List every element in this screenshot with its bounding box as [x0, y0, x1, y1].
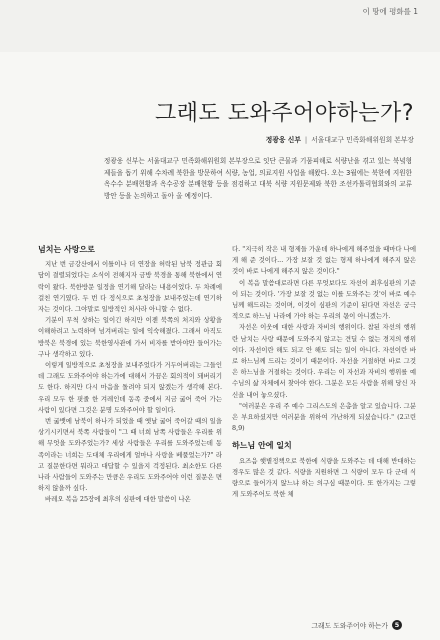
- section-heading-2: 하느님 안에 일치: [232, 441, 292, 451]
- body-paragraph: 기분이 무척 상하는 일이긴 하지만 이젠 북쪽의 처지와 상황을 이해하려고 노력하며 넘겨버리는 일에 익숙해졌다. 그래서 아직도 방북은 북경에 있는 북한영사관에 가서 비자를 받아야만 들어가는구나 생각하고 있다.: [38, 316, 222, 358]
- page-title: 그래도 도와주어야하는가?: [155, 101, 414, 126]
- page-number: 5: [392, 620, 402, 630]
- body-paragraph: 자선은 이웃에 대한 사랑과 자비의 행위이다. 참된 자선의 행위란 남치는 사랑 때문에 도와주지 않고는 견딜 수 없는 경지의 행위이다. 자선이란 해도 되고 안 해도 되는 일이 아니다. 자선이란 바로 하느님께 드리는 것이기 때문이다. 자선을 거절하면 바로 그것은 하느님을 거절하는 것이다. 우리는 이 자선과 자비의 행위를 예수님의 삶 자체에서 찾아야 한다. 그분은 모든 사람을 위해 당신 자신을 내어 놓으셨다.: [232, 323, 416, 399]
- intro-paragraph: 정광웅 신부는 서울대교구 민족화해위원회 본부장으로 잇단 큰물과 기뭄피해로 식량난을 겪고 있는 북녘형제들을 돕기 위해 수차례 북한을 방문하여 식량, 농업, 의료지원 사업을 해왔다. 오는 3월에는 북한에 지원한 옥수수 분배현황과 옥수공장 분배현황 등을 점검하고 대북 식량 지원문제와 북한 조선카톨릭협회와의 교류방안 등을 논의하고 돌아 올 예정이다.: [104, 157, 412, 200]
- body-paragraph: 바레오 복음 25장에 최후의 심판에 대한 말씀이 나온: [45, 495, 191, 504]
- left-column: [38, 244, 222, 616]
- right-column: [232, 244, 416, 616]
- body-paragraph: 이 복음 말씀대로라면 다른 무엇보다도 자선이 최후심판의 기준이 되는 것이다. '가장 보잘 것 없는 이를 도와주는 것'이 바로 예수님께 해드리는 것이며, 이것이 심판의 기준이 된다면 자선은 궁극적으로 하느님 나라에 가야 하는 우리의 몫이 아니겠는가.: [232, 278, 416, 321]
- body-paragraph: 이렇게 일방적으로 초청장을 보내주었다가 거두어버리는 그들인데 그래도 도와주어야 하는가에 대해서 가끔은 회의적이 돼버리기도 한다. 하지만 다시 마음을 돌려야 되지 않겠는가 생각해 본다. 우리 모두 한 핏줄 한 겨레인데 동족 중에서 지금 굶어 죽어 가는 사람이 있다면 그것은 분명 도와주어야 할 일이다.: [38, 361, 222, 414]
- section-heading-1: 넘치는 사랑으로: [38, 245, 95, 254]
- byline: [266, 134, 414, 144]
- footer: [311, 620, 402, 630]
- author-name: 정광웅 신부: [265, 136, 301, 144]
- body-paragraph: 요즈음 햇볕정책으로 북한에 식량을 도와주는 데 대해 반대하는 경우도 많은 것 같다. 식량을 지원하면 그 식량이 모두 다 군대 식량으로 들어가지 않느냐 하는 의구심 때문이다. 또 한가지는 그렇게 도와주어도 북한 체: [232, 456, 416, 499]
- byline-separator: |: [304, 136, 308, 144]
- body-paragraph: 지난 번 금강산에서 이틀이나 더 연장을 허락된 남북 정관급 회담이 결렬되었다는 소식이 전해지자 금방 북경을 통해 북한에서 연락이 왔다. 북한방문 일정을 연기해 달라는 내용이었다. 두 차례에 걸친 연기였다. 두 번 다 정식으로 초청장을 보내주었는데 연기하자는 것이다. 그야말로 일방적인 처사라 아니할 수 없다.: [38, 260, 222, 314]
- body-paragraph: 다. "지극히 작은 내 형제들 가운데 하나에게 해주었을 때마다 나에게 해 준 것이다... 가장 보잘 것 없는 형제 하나에게 해주지 않은 것이 바로 나에게 해주지 않은 것이다.": [232, 245, 416, 276]
- scripture-quote: "여러분은 우리 주 예수 그리스도의 은총을 알고 있습니다. 그분은 부요하셨지만 여러분을 위하여 가난하게 되셨습니다." (2고린 8,9): [232, 401, 416, 433]
- body-paragraph: 번 굶뱃에 남북이 하나가 되었을 때 옛날 굶어 죽어갈 때의 일을 상기시키면서 북쪽 사람들이 "그 때 너희 남쪽 사람들은 우리를 위해 무엇을 도와주었는가? 세상 사람들은 우리를 도와주었는데 동족이라는 너희는 도대체 우리에게 얼마나 사랑을 베풀었는가?" 라고 질문한다면 뭐라고 대답할 수 있을지 걱정된다. 최소한도 다른 나라 사람들이 도와주는 만큼은 우리도 도와주어야 이런 질문은 면하지 않을까 싶다.: [38, 417, 222, 493]
- footer-title: 그래도 도와주어야 하는가: [311, 622, 388, 630]
- author-affiliation: 서울대교구 민족화해위원회 본부장: [311, 136, 414, 144]
- series-label: 이 땅에 평화를 1: [362, 7, 418, 16]
